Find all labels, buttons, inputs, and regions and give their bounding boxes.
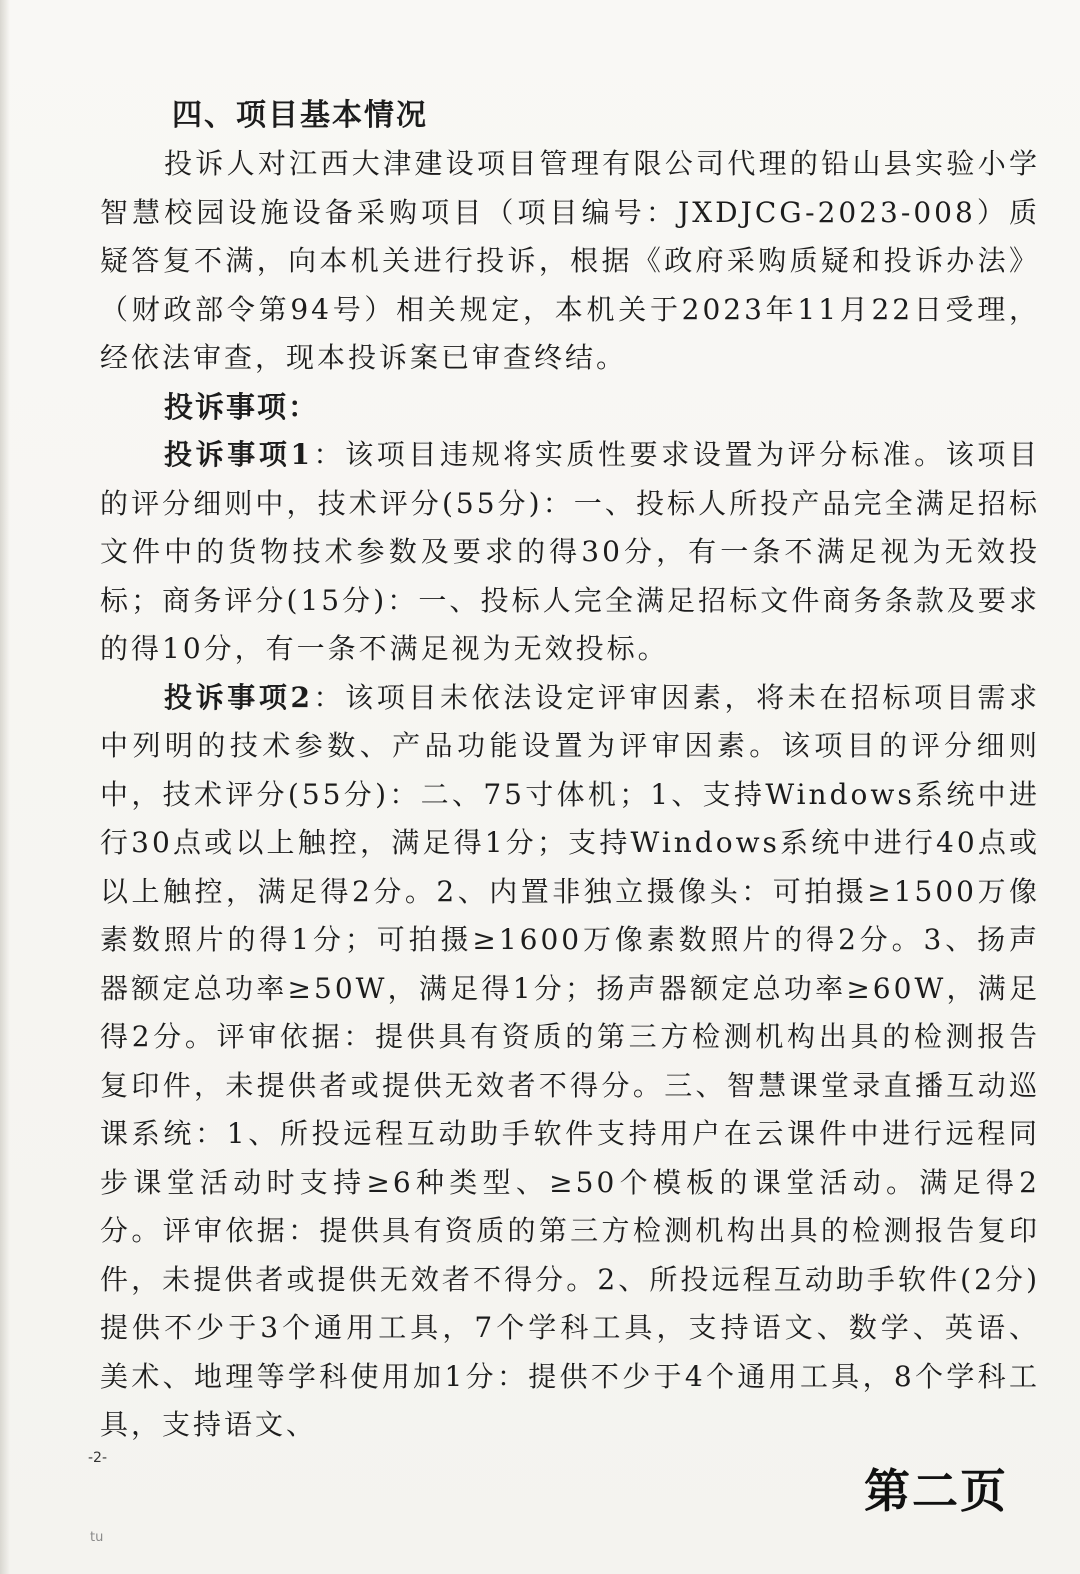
complaints-heading: 投诉事项：: [164, 389, 320, 424]
page-number: -2-: [88, 1450, 108, 1466]
complaint-2-text: ：该项目未依法设定评审因素，将未在招标项目需求中列明的技术参数、产品功能设置为评审因素。该项目的评分细则中，技术评分(55分)：二、75寸体机；1、支持Windows系统中进行30点或以上触控，满足得1分；支持Windows系统中进行40点或以上触控，满足得2分。2、内置非独立摄像头：可拍摄≥1500万像素数照片的得1分；可拍摄≥1600万像素数照片的得2分。3、扬声器额定总功率≥50W，满足得1分；扬声器额定总功率≥60W，满足得2分。评审依据：提供具有资质的第三方检测机构出具的检测报告复印件，未提供者或提供无效者不得分。三、智慧课堂录直播互动巡课系统：1、所投远程互动助手软件支持用户在云课件中进行远程同步课堂活动时支持≥6种类型、≥50个模板的课堂活动。满足得2分。评审依据：提供具有资质的第三方检测机构出具的检测报告复印件，未提供者或提供无效者不得分。2、所投远程互动助手软件(2分)提供不少于3个通用工具，7个学科工具，支持语文、数学、英语、美术、地理等学科使用加1分：提供不少于4个通用工具，8个学科工具，支持语文、: [100, 680, 1040, 1441]
complaint-2-label: 投诉事项2: [164, 680, 313, 714]
complaint-2-paragraph: [100, 674, 1040, 1450]
complaint-1-text: ：该项目违规将实质性要求设置为评分标准。该项目的评分细则中，技术评分(55分)：一、投标人所投产品完全满足招标文件中的货物技术参数及要求的得30分，有一条不满足视为无效投标；商务评分(15分)：一、投标人完全满足招标文件商务条款及要求的得10分，有一条不满足视为无效投标。: [100, 438, 1040, 665]
complaint-1-label: 投诉事项1: [164, 438, 313, 471]
scan-shadow-edge: [0, 0, 10, 1574]
corner-mark: tu: [90, 1530, 104, 1545]
page-stamp: 第二页: [864, 1464, 1008, 1518]
section-heading: 四、项目基本情况: [172, 98, 428, 133]
document-body: [100, 92, 1040, 1450]
complaint-1-paragraph: [100, 431, 1040, 674]
intro-paragraph: 投诉人对江西大津建设项目管理有限公司代理的铅山县实验小学智慧校园设施设备采购项目（项目编号：JXDJCG-2023-008）质疑答复不满，向本机关进行投诉，根据《政府采购质疑和投诉办法》（财政部令第94号）相关规定，本机关于2023年11月22日受理，经依法审查，现本投诉案已审查终结。: [100, 147, 1040, 374]
